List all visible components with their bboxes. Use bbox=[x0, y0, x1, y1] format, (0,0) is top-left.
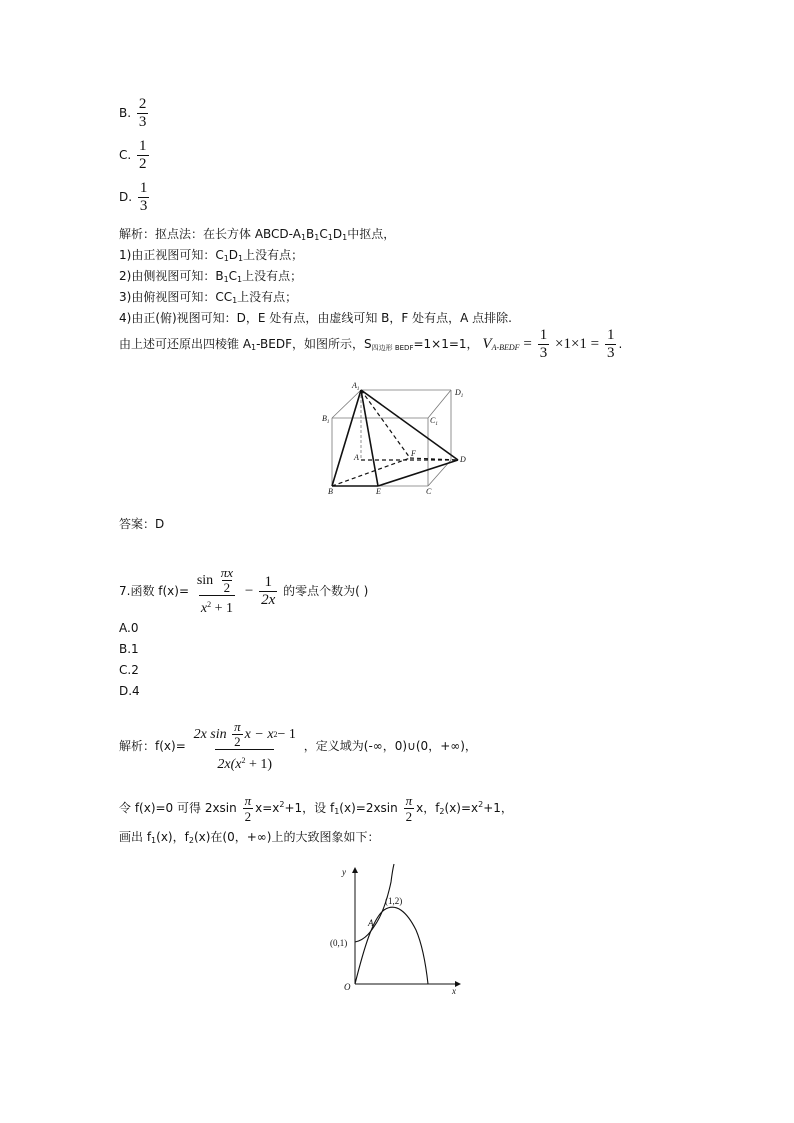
label-x: x bbox=[452, 986, 456, 996]
solution-step-2: 2)由侧视图可知：$B_1C_1$上没有点； bbox=[119, 269, 303, 284]
label-point-1-2: (1,2) bbox=[385, 896, 403, 906]
fraction: 2x sin $\frac{\pi}{2}$ x − x 2 − 1 $2x(x^2 + 1)$ bbox=[193, 719, 296, 772]
fraction: $\frac{1}{2x}$ bbox=[261, 574, 276, 608]
solution-2-line-3: 画出 $f_1(x)$，$f_2(x)$在(0，+∞)上的大致图象如下： bbox=[119, 830, 380, 845]
curve-f1 bbox=[355, 907, 428, 984]
question-7: 7.函数 f(x)= sin $\frac{\pi x}{2}$ $x^2 + 1$ − $\frac{1}{2x}$ 的零点个数为( ) bbox=[119, 565, 369, 616]
solution-2-formula: 解析：f(x)= 2x sin $\frac{\pi}{2}$ x − x 2 − 1 $2x(x^2 + 1)$ ，定义域为(-∞，0)∪(0，+∞)， bbox=[119, 719, 477, 772]
fraction: sin $\frac{\pi x}{2}$ $x^2 + 1$ bbox=[196, 565, 233, 616]
label-a1: $A_1$ bbox=[352, 381, 360, 392]
fraction: $\frac{1}{3}$ bbox=[606, 327, 615, 361]
label-c: C bbox=[426, 487, 432, 496]
label-d1: $D_1$ bbox=[455, 388, 464, 399]
solution-restore: 由上述可还原出四棱锥 $A_1$-BEDF，如图所示，$S_{四边形 BEDF}=1\times 1=1$， $V_{A-BEDF}$ = $\frac{1}{3}$ ×1×1 = $\frac{1}{3}$ . bbox=[119, 327, 623, 361]
fraction: $\frac{1}{2}$ bbox=[139, 138, 147, 172]
choice-a: A.0 bbox=[119, 621, 139, 635]
solution-intro: 解析：抠点法：在长方体 ABCD-$A_1B_1C_1D_1$中抠点， bbox=[119, 227, 396, 242]
option-b: B. $\frac{2}{3}$ bbox=[119, 96, 147, 130]
option-d: D. $\frac{1}{3}$ bbox=[119, 180, 148, 214]
label-b1: $B_1$ bbox=[322, 414, 330, 425]
label-f: F bbox=[411, 449, 416, 458]
choice-d: D.4 bbox=[119, 684, 140, 698]
label-origin: O bbox=[344, 982, 351, 992]
label-y: y bbox=[342, 867, 346, 877]
cuboid-frame bbox=[332, 390, 451, 486]
solution-step-1: 1)由正视图可知：$C_1D_1$上没有点； bbox=[119, 248, 304, 263]
fraction: $\frac{1}{3}$ bbox=[139, 180, 148, 214]
solution-2-line-2: 令 f(x)=0 可得 2xsin $\frac{\pi}{2}$ $x=x^2+1$，设 $f_1(x)=2xsin$ $\frac{\pi}{2}$ x，$f_2(x)=x^2+1$， bbox=[119, 793, 513, 824]
label-a: A bbox=[354, 453, 359, 462]
solution-step-3: 3)由俯视图可知：$CC_1$上没有点； bbox=[119, 290, 298, 305]
choice-b: B.1 bbox=[119, 642, 139, 656]
function-graph bbox=[328, 856, 468, 996]
pyramid-figure bbox=[318, 378, 478, 500]
answer: 答案：D bbox=[119, 517, 165, 531]
label-point-a: A bbox=[368, 918, 374, 928]
label-c1: $C_1$ bbox=[430, 416, 438, 427]
option-c: C. $\frac{1}{2}$ bbox=[119, 138, 147, 172]
label-e: E bbox=[376, 487, 381, 496]
label-b: B bbox=[328, 487, 333, 496]
fraction: $\frac{1}{3}$ bbox=[539, 327, 548, 361]
fraction: $\frac{2}{3}$ bbox=[138, 96, 147, 130]
label-d: D bbox=[460, 455, 466, 464]
solution-step-4: 4)由正(俯)视图可知：D，E 处有点，由虚线可知 B，F 处有点，A 点排除. bbox=[119, 311, 512, 325]
label-point-0-1: (0,1) bbox=[330, 938, 348, 948]
choice-c: C.2 bbox=[119, 663, 139, 677]
